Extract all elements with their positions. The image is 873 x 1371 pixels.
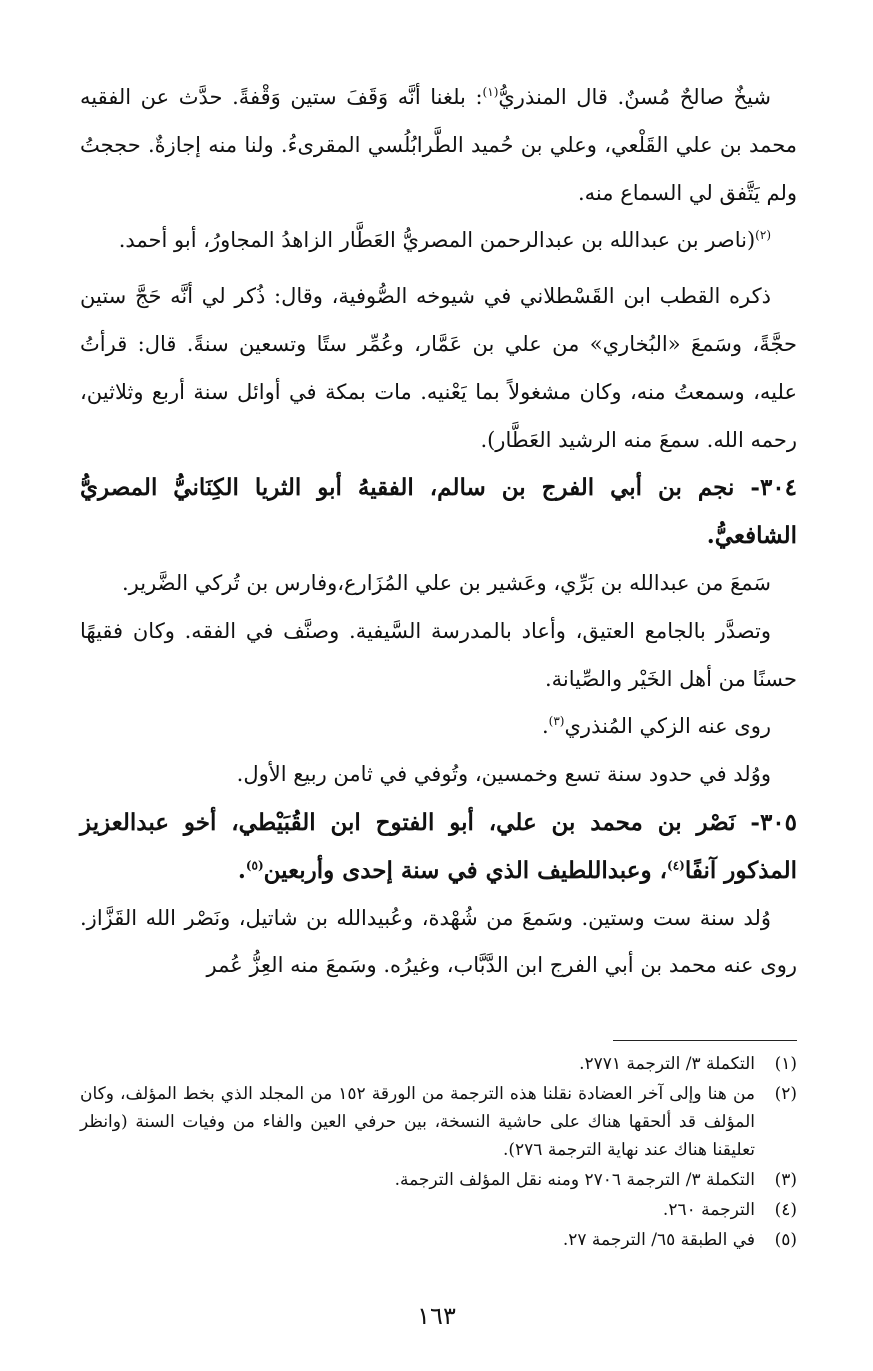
footnote-divider	[613, 1040, 797, 1041]
footnote-1	[80, 1050, 797, 1078]
paragraph-2-text: (ناصر بن عبدالله بن عبدالرحمن المصريُّ العَطَّار الزاهدُ المجاورُ، أبو أحمد.	[118, 228, 756, 253]
paragraph-4: سَمعَ من عبدالله بن بَرِّي، وعَشير بن علي المُزَارع،وفارس بن تُركي الضَّرير.	[121, 570, 771, 595]
paragraph-6-end: .	[541, 714, 549, 739]
entry-number-304: ٣٠٤-	[750, 474, 797, 502]
paragraph-1-rest: : بلغنا أنَّه وَقَفَ ستين وَقْفةً. حدَّث عن الفقيه محمد بن علي القَلْعي، وعلي بن حُميد الطَّرابُلُسي المقرىءُ. ولنا منه إجازةٌ. حججتُ ولم يَتَّفق لي السماع منه.	[80, 85, 797, 205]
paragraph-6-text: روى عنه الزكي المُنذري	[564, 714, 771, 739]
footnote-number: (١)	[774, 1054, 797, 1074]
footnote-3	[80, 1166, 797, 1194]
paragraph-1-start: شيخٌ صالحٌ مُسنٌ. قال المنذريُّ	[498, 85, 771, 109]
paragraph-8: وُلد سنة ست وستين. وسَمعَ من شُهْدة، وعُبيدالله بن شاتيل، ونَصْر الله القَزَّاز. روى عنه محمد بن أبي الفرج ابن الدَّبَّاب، وغيرُه. وسَمعَ منه العِزُّ عُمر	[80, 905, 797, 978]
footnote-ref-5: (٥)	[245, 858, 264, 873]
footnote-ref-1: (١)	[482, 85, 499, 99]
footnote-number: (٤)	[774, 1200, 797, 1220]
paragraph-5: وتصدَّر بالجامع العتيق، وأعاد بالمدرسة السَّيفية. وصنَّف في الفقه. وكان فقيهًا حسنًا من أهل الخَيْر والصِّيانة.	[80, 618, 797, 691]
entry-number-305: ٣٠٥-	[750, 808, 797, 836]
page-number: ١٦٣	[417, 1302, 456, 1330]
footnote-text: الترجمة ٢٦٠.	[662, 1200, 755, 1220]
main-text	[80, 74, 797, 990]
footnotes	[80, 1050, 797, 1256]
footnote-ref-3: (٣)	[548, 714, 565, 729]
footnote-number: (٥)	[774, 1230, 797, 1250]
paragraph-3: ذكره القطب ابن القَسْطلاني في شيوخه الصُّوفية، وقال: ذُكر لي أنَّه حَجَّ ستين حجَّةً، وسَمعَ «البُخاري» من علي بن عَمَّار، وعُمِّر ستًا وتسعين سنةً. قال: قرأتُ عليه، وسمعتُ منه، وكان مشغولاً بما يَعْنيه. مات بمكة في أوائل سنة أربع وثلاثين، رحمه الله. سمعَ منه الرشيد العَطَّار).	[80, 284, 797, 452]
entry-title-304: نجم بن أبي الفرج بن سالم، الفقيهُ أبو الثريا الكِنَانيُّ المصريُّ الشافعيُّ.	[80, 474, 797, 550]
footnote-text: التكملة ٣/ الترجمة ٢٧٠٦ ومنه نقل المؤلف الترجمة.	[394, 1170, 755, 1190]
footnote-4	[80, 1196, 797, 1224]
entry-title-305-b: ، وعبداللطيف الذي في سنة إحدى وأربعين	[263, 856, 668, 884]
footnote-text: من هنا وإلى آخر العضادة نقلنا هذه الترجمة من الورقة ١٥٢ من المجلد الذي بخط المؤلف، وكان المؤلف قد ألحقها هناك على حاشية النسخة، بين حرفي العين والفاء من وفيات السنة (وانظر تعليقنا هناك عند نهاية الترجمة ٢٧٦).	[80, 1084, 755, 1160]
paragraph-2	[80, 217, 797, 265]
footnote-ref-2: (٢)	[755, 228, 771, 243]
paragraph-6	[80, 703, 797, 751]
footnote-text: التكملة ٣/ الترجمة ٢٧٧١.	[579, 1054, 755, 1074]
footnote-number: (٣)	[774, 1170, 797, 1190]
footnote-5	[80, 1226, 797, 1254]
entry-title-305-end: .	[237, 856, 246, 884]
paragraph-1	[80, 74, 797, 217]
paragraph-7: ووُلد في حدود سنة تسع وخمسين، وتُوفي في ثامن ربيع الأول.	[236, 762, 771, 787]
entry-title-305-a: نَصْر بن محمد بن علي، أبو الفتوح ابن القُبَيْطي، أخو عبدالعزيز المذكور آنفًا	[80, 808, 797, 884]
entry-heading-304	[80, 464, 797, 560]
entry-heading-305	[80, 799, 797, 895]
footnote-2	[80, 1080, 797, 1164]
footnote-ref-4: (٤)	[667, 858, 685, 873]
footnote-text: في الطبقة ٦٥/ الترجمة ٢٧.	[562, 1230, 755, 1250]
footnote-number: (٢)	[774, 1084, 797, 1104]
